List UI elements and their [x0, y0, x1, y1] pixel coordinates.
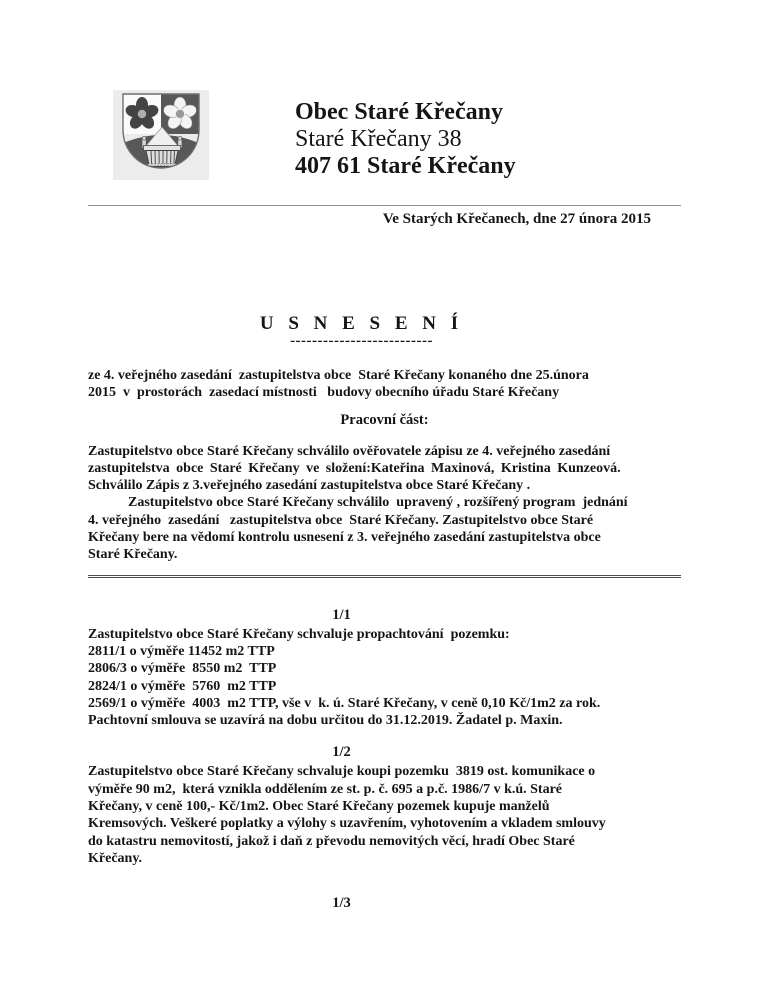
resolution-line: Zastupitelstvo obce Staré Křečany schvaluje propachtování pozemku: — [88, 626, 510, 642]
place-and-date-line: Ve Starých Křečanech, dne 27 února 2015 — [382, 211, 651, 227]
working-paragraph-line: Křečany bere na vědomí kontrolu usnesení z 3. veřejného zasedání zastupitelstva obce — [88, 530, 601, 546]
working-paragraph-line: 4. veřejného zasedání zastupitelstva obce Staré Křečany. Zastupitelstvo obce Staré — [88, 512, 594, 528]
resolution-1-2 — [88, 743, 681, 867]
org-name: Obec Staré Křečany — [295, 99, 503, 125]
stare-krecany-coat-of-arms-icon — [113, 90, 209, 180]
resolution-number-1-1: 1/1 — [332, 606, 351, 623]
resolution-1-3 — [88, 894, 681, 912]
working-paragraph-line: Zastupitelstvo obce Staré Křečany schválilo upravený , rozšířený program jednání — [128, 495, 628, 511]
resolution-line: 2806/3 o výměře 8550 m2 TTP — [88, 661, 277, 677]
resolution-line: Zastupitelstvo obce Staré Křečany schvaluje koupi pozemku 3819 ost. komunikace o — [88, 764, 596, 780]
working-paragraph-line: zastupitelstva obce Staré Křečany ve složení:Kateřina Maxinová, Kristina Kunzeová. — [88, 460, 621, 476]
letterhead-text — [295, 99, 516, 180]
resolution-1-1 — [88, 606, 681, 730]
resolution-line: Kremsových. Veškeré poplatky a výlohy s uzavřením, vyhotovením a vkladem smlouvy — [88, 816, 606, 832]
resolution-line: Pachtovní smlouva se uzavírá na dobu určitou do 31.12.2019. Žadatel p. Maxin. — [88, 713, 563, 729]
resolution-line: do katastru nemovitostí, jakož i daň z převodu nemovitých věcí, hradí Obec Staré — [88, 833, 575, 849]
header-divider-line — [88, 205, 681, 206]
resolution-number-1-2: 1/2 — [332, 744, 351, 761]
title-block — [65, 313, 658, 347]
org-address-line: Staré Křečany 38 — [295, 126, 462, 152]
intro-paragraph — [88, 367, 681, 402]
working-paragraph-line: Staré Křečany. — [88, 547, 178, 563]
intro-line: 2015 v prostorách zasedací místnosti budovy obecního úřadu Staré Křečany — [88, 385, 560, 401]
intro-line: ze 4. veřejného zasedání zastupitelstva obce Staré Křečany konaného dne 25.února — [88, 368, 589, 383]
document-title: U S N E S E N Í — [259, 313, 464, 334]
section-divider-line — [88, 575, 681, 578]
title-underline-dashes: -------------------------- — [290, 333, 433, 349]
resolution-line: 2811/1 o výměře 11452 m2 TTP — [88, 643, 275, 659]
letterhead — [88, 0, 681, 180]
resolution-line: Křečany. — [88, 850, 143, 866]
resolution-line: 2824/1 o výměře 5760 m2 TTP — [88, 678, 277, 694]
resolution-line: 2569/1 o výměře 4003 m2 TTP, vše v k. ú. Staré Křečany, v ceně 0,10 Kč/1m2 za rok. — [88, 695, 601, 711]
working-paragraph-line: Zastupitelstvo obce Staré Křečany schválilo ověřovatele zápisu ze 4. veřejného zasedání — [88, 443, 611, 459]
resolution-number-1-3: 1/3 — [332, 895, 351, 912]
org-postal-line: 407 61 Staré Křečany — [295, 153, 516, 179]
working-part-heading: Pracovní část: — [340, 411, 429, 428]
resolution-line: Křečany, v ceně 100,- Kč/1m2. Obec Staré Křečany pozemek kupuje manželů — [88, 799, 550, 815]
working-part-body — [88, 443, 681, 564]
resolution-line: výměře 90 m2, která vznikla oddělením ze st. p. č. 695 a p.č. 1986/7 v k.ú. Staré — [88, 781, 563, 797]
working-paragraph-line: Schválilo Zápis z 3.veřejného zasedání zastupitelstva obce Staré Křečany . — [88, 478, 531, 494]
